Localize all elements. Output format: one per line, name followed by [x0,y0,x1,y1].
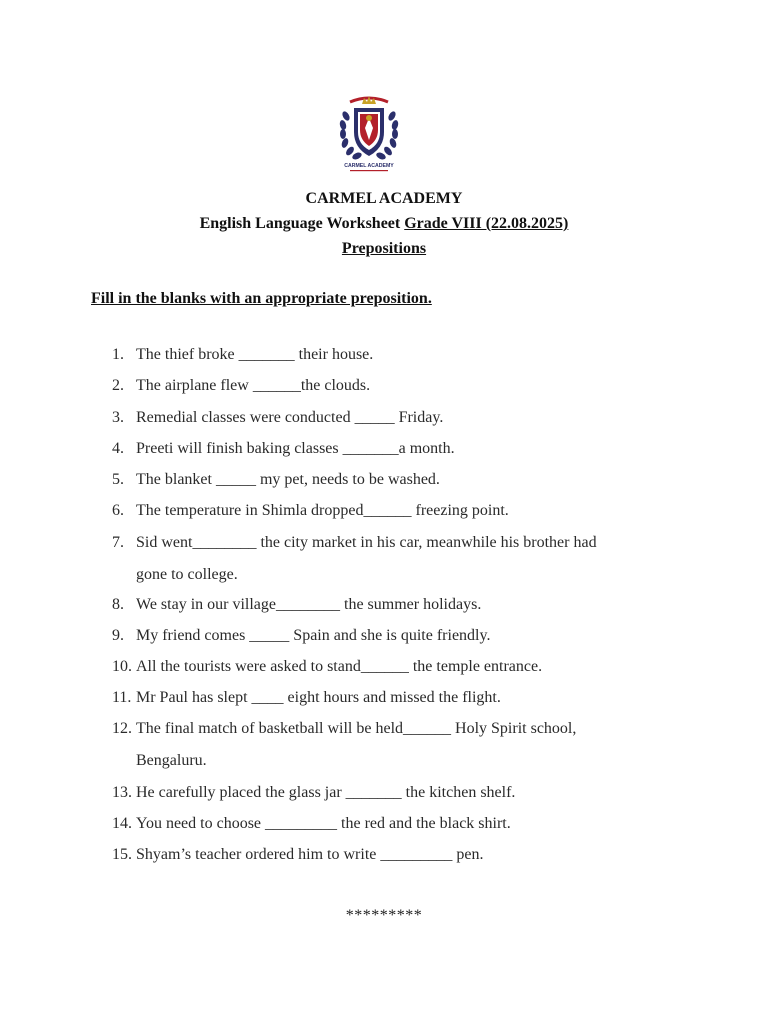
question-number: 11. [112,689,132,706]
question-number: 6. [112,502,124,519]
question-number: 7. [112,534,124,551]
question-text: The blanket _____ my pet, needs to be washed. [136,471,440,488]
question-text: Sid went________ the city market in his car, meanwhile his brother had [136,534,597,551]
school-crest-icon [336,92,402,174]
question-number: 8. [112,596,124,613]
question-number: 5. [112,471,124,488]
question-text: The final match of basketball will be held______ Holy Spirit school, [136,720,577,737]
worksheet-title [0,214,768,234]
question-number: 14. [112,815,132,832]
question-number: 12. [112,720,132,737]
instruction-heading: Fill in the blanks with an appropriate preposition. [91,290,432,307]
question-number: 15. [112,846,132,863]
worksheet-prefix: English Language Worksheet [199,215,405,232]
logo-text: CARMEL ACADEMY [344,163,394,169]
grade-date: Grade VIII (22.08.2025) [404,215,569,232]
question-continuation: gone to college. [136,566,238,583]
question-number: 3. [112,409,124,426]
school-logo [336,92,402,174]
question-number: 2. [112,377,124,394]
question-number: 9. [112,627,124,644]
question-continuation: Bengaluru. [136,752,207,769]
question-text: Shyam’s teacher ordered him to write _________ pen. [136,846,484,863]
question-text: Remedial classes were conducted _____ Friday. [136,409,444,426]
question-text: He carefully placed the glass jar _______ the kitchen shelf. [136,784,516,801]
question-text: The temperature in Shimla dropped______ freezing point. [136,502,509,519]
question-text: We stay in our village________ the summer holidays. [136,596,482,613]
question-text: Preeti will finish baking classes _______a month. [136,440,455,457]
question-number: 1. [112,346,124,363]
question-text: The airplane flew ______the clouds. [136,377,371,394]
question-text: All the tourists were asked to stand______ the temple entrance. [136,658,543,675]
question-text: The thief broke _______ their house. [136,346,374,363]
end-marker: ********* [345,907,423,924]
question-text: My friend comes _____ Spain and she is quite friendly. [136,627,491,644]
question-number: 13. [112,784,132,801]
question-number: 4. [112,440,124,457]
question-text: You need to choose _________ the red and the black shirt. [136,815,511,832]
topic-title: Prepositions [341,240,427,257]
question-number: 10. [112,658,132,675]
school-name: CARMEL ACADEMY [305,190,463,207]
question-text: Mr Paul has slept ____ eight hours and missed the flight. [136,689,501,706]
